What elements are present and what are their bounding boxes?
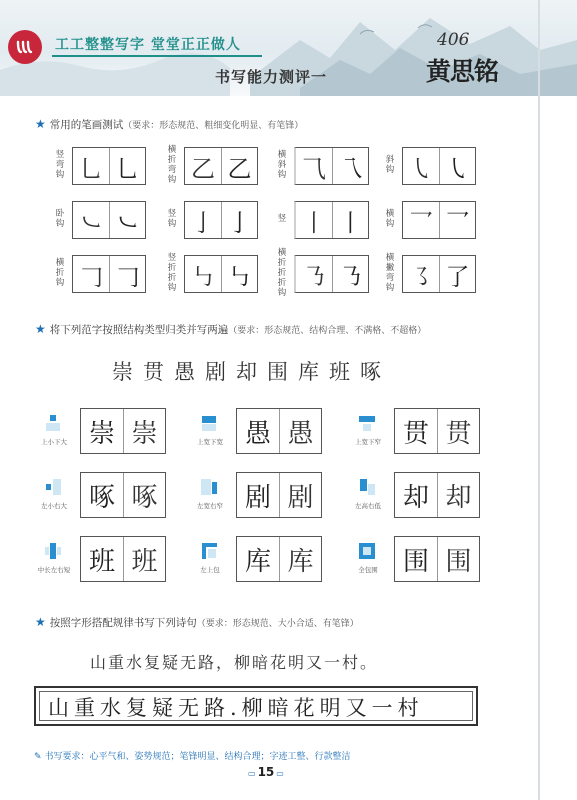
page-header: [0, 0, 577, 96]
model-character: 啄: [123, 473, 165, 517]
stroke-model-glyph: 乚: [79, 154, 103, 183]
structure-type-icon: [44, 542, 62, 560]
stroke-name-label: 横钩: [385, 209, 395, 229]
handwritten-character: 库: [244, 546, 271, 577]
structure-type-label: 全包围: [358, 566, 378, 574]
stroke-name-label: 横折钩: [55, 258, 65, 288]
model-character: 库: [279, 537, 321, 581]
handwritten-character: 愚: [244, 418, 271, 449]
stroke-handwritten-glyph: 乙: [221, 148, 257, 184]
stroke-handwritten-glyph: 了: [439, 256, 475, 292]
structure-practice-boxes: [236, 536, 322, 582]
structure-practice-boxes: [80, 472, 166, 518]
handwritten-name: 黄思铭: [426, 57, 499, 86]
stroke-practice-boxes: [72, 255, 146, 293]
logo-icon: [8, 30, 42, 64]
structure-practice-boxes: [394, 408, 480, 454]
structure-type-label: 上宽下窄: [355, 438, 381, 446]
stroke-model-glyph: 乛: [409, 208, 433, 237]
handwritten-number: 406: [437, 30, 470, 50]
stroke-practice-boxes: [184, 147, 258, 185]
stroke-name-label: 竖折折钩: [167, 253, 177, 293]
stroke-model-glyph: ㇂: [409, 154, 433, 183]
stroke-model-glyph: ⺄: [302, 154, 326, 183]
structure-practice-boxes: [394, 536, 480, 582]
section2-heading: ★ 将下列范字按照结构类型归类并写两遍（要求：形态规范、结构合理、不满格、不超格）: [35, 322, 427, 336]
stroke-practice-boxes: [184, 255, 258, 293]
page-number: ▭ 15 ▭: [248, 765, 284, 779]
header-motto: 工工整整写字 堂堂正正做人: [55, 37, 241, 53]
stroke-name-label: 横折弯钩: [167, 145, 177, 185]
stroke-practice-boxes: [294, 255, 369, 293]
stroke-model-glyph: 乙: [191, 154, 215, 183]
structure-type-label: 中长左右短: [37, 566, 71, 574]
stroke-name-label: 竖: [277, 214, 287, 224]
model-character: 崇: [123, 409, 165, 453]
star-icon: ★: [35, 117, 46, 131]
section1-heading: ★ 常用的笔画测试（要求：形态规范、粗细变化明显、有笔锋）: [35, 117, 304, 131]
page-number-ornament-left: ▭: [248, 769, 256, 778]
stroke-model-glyph: ㇃: [79, 208, 103, 237]
stroke-name-label: 竖弯钩: [55, 150, 65, 180]
binding-margin-line: [538, 0, 540, 800]
stroke-practice-boxes: [294, 201, 369, 239]
structure-type-icon: [44, 478, 62, 496]
stroke-name-label: 横斜钩: [277, 150, 287, 180]
poem-handwritten-text: 山重水复疑无路.柳暗花明又一村: [48, 696, 424, 720]
page-number-ornament-right: ▭: [276, 769, 284, 778]
model-character: 却: [437, 473, 479, 517]
handwritten-character: 贯: [402, 418, 429, 449]
stroke-model-glyph: 亅: [191, 208, 215, 237]
page-title: 书写能力测评一: [215, 68, 328, 86]
structure-practice-boxes: [236, 408, 322, 454]
stroke-handwritten-glyph: 乁: [332, 148, 368, 184]
stroke-handwritten-glyph: 𠃌: [109, 256, 145, 292]
structure-type-icon: [200, 414, 218, 432]
stroke-model-glyph: ㇉: [191, 262, 215, 291]
stroke-practice-boxes: [184, 201, 258, 239]
stroke-name-label: 斜钩: [385, 155, 395, 175]
stroke-model-glyph: 𠃌: [79, 262, 103, 291]
handwritten-character: 班: [88, 546, 115, 577]
handwritten-character: 剧: [244, 482, 271, 513]
model-character: 剧: [279, 473, 321, 517]
motto-underline: [52, 55, 262, 57]
model-character: 愚: [279, 409, 321, 453]
star-icon: ★: [35, 615, 46, 629]
stroke-name-label: 横折折折钩: [277, 248, 287, 298]
handwritten-character: 围: [402, 546, 429, 577]
stroke-model-glyph: 丨: [302, 208, 326, 237]
stroke-handwritten-glyph: ㇉: [221, 256, 257, 292]
structure-practice-boxes: [80, 408, 166, 454]
poem-model-text: 山重水复疑无路，柳暗花明又一村。: [90, 653, 379, 672]
star-icon: ★: [35, 322, 46, 336]
model-character: 班: [123, 537, 165, 581]
structure-type-icon: [200, 478, 218, 496]
structure-type-label: 上小下大: [41, 438, 67, 446]
structure-type-label: 左小右大: [41, 502, 67, 510]
structure-type-icon: [44, 414, 62, 432]
stroke-handwritten-glyph: 亅: [221, 202, 257, 238]
structure-type-icon: [358, 478, 376, 496]
stroke-practice-boxes: [72, 147, 146, 185]
model-character-list: 崇贯愚剧却围库班啄: [112, 360, 391, 384]
handwritten-character: 崇: [88, 418, 115, 449]
stroke-name-label: 卧钩: [55, 209, 65, 229]
structure-type-icon: [200, 542, 218, 560]
stroke-name-label: 竖钩: [167, 209, 177, 229]
stroke-practice-boxes: [402, 147, 476, 185]
structure-type-icon: [358, 542, 376, 560]
section3-heading: ★ 按照字形搭配规律书写下列诗句（要求：形态规范、大小合适、有笔锋）: [35, 615, 359, 629]
model-character: 贯: [437, 409, 479, 453]
stroke-practice-boxes: [72, 201, 146, 239]
stroke-handwritten-glyph: ㇡: [332, 256, 368, 292]
stroke-model-glyph: ㇌: [409, 262, 433, 291]
stroke-handwritten-glyph: ㇃: [109, 202, 145, 238]
pencil-icon: ✎: [34, 752, 42, 762]
structure-type-label: 上宽下宽: [197, 438, 223, 446]
stroke-practice-boxes: [402, 201, 476, 239]
stroke-handwritten-glyph: 乛: [439, 202, 475, 238]
handwritten-character: 却: [402, 482, 429, 513]
model-character: 围: [437, 537, 479, 581]
stroke-handwritten-glyph: ㇂: [439, 148, 475, 184]
structure-practice-boxes: [80, 536, 166, 582]
structure-practice-boxes: [236, 472, 322, 518]
structure-practice-boxes: [394, 472, 480, 518]
structure-type-icon: [358, 414, 376, 432]
stroke-model-glyph: ㇡: [302, 262, 326, 291]
stroke-practice-boxes: [402, 255, 476, 293]
structure-type-label: 左高右低: [355, 502, 381, 510]
stroke-handwritten-glyph: 乚: [109, 148, 145, 184]
stroke-practice-boxes: [294, 147, 369, 185]
structure-type-label: 左上包: [200, 566, 220, 574]
stroke-name-label: 横撇弯钩: [385, 253, 395, 293]
handwritten-character: 啄: [88, 482, 115, 513]
stroke-handwritten-glyph: 丨: [332, 202, 368, 238]
structure-type-label: 左宽右窄: [197, 502, 223, 510]
writing-requirements: ✎ 书写要求：心平气和、姿势规范；笔锋明显、结构合理；字迹工整、行款整洁: [34, 752, 351, 762]
